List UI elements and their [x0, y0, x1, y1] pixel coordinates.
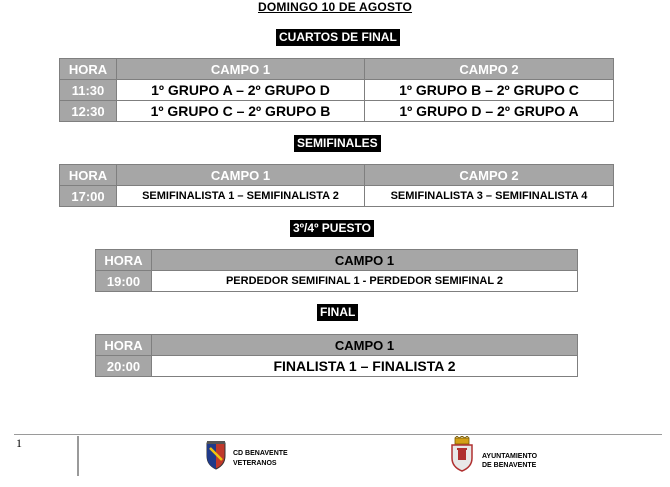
header-campo-1: CAMPO 1 [117, 165, 365, 186]
section-label-cuartos: CUARTOS DE FINAL [276, 29, 400, 46]
table-header-row [60, 165, 614, 186]
city-logo-text-2: DE BENAVENTE [482, 462, 537, 469]
club-logo-text-2: VETERANOS [233, 460, 277, 467]
city-logo-text-1: AYUNTAMIENTO [482, 453, 538, 460]
cell-match-campo-2: 1º GRUPO D – 2º GRUPO A [365, 101, 614, 122]
table-cuartos [59, 58, 614, 122]
header-hora: HORA [96, 250, 152, 271]
club-logo [205, 440, 227, 475]
cell-match-campo-1: PERDEDOR SEMIFINAL 1 - PERDEDOR SEMIFINAL 2 [152, 271, 578, 292]
table-header-row [60, 59, 614, 80]
table-row [60, 186, 614, 207]
table-semifinales [59, 164, 614, 207]
header-hora: HORA [60, 59, 117, 80]
club-logo-text-1: CD BENAVENTE [233, 450, 288, 457]
table-header-row [96, 250, 578, 271]
table-row [60, 80, 614, 101]
club-shield-icon [205, 440, 227, 470]
table-header-row [96, 335, 578, 356]
page-number: 1 [16, 436, 22, 450]
footer-divider [14, 434, 662, 435]
cell-hora: 17:00 [60, 186, 117, 207]
header-hora: HORA [60, 165, 117, 186]
table-final [95, 334, 578, 377]
header-campo-1: CAMPO 1 [152, 335, 578, 356]
section-label-semifinales: SEMIFINALES [294, 135, 381, 152]
table-row [96, 356, 578, 377]
header-campo-2: CAMPO 2 [365, 59, 614, 80]
cell-hora: 19:00 [96, 271, 152, 292]
footer-margin-line [77, 436, 79, 476]
cell-match-campo-1: 1º GRUPO C – 2º GRUPO B [117, 101, 365, 122]
section-label-final: FINAL [317, 304, 358, 321]
cell-match-campo-1: FINALISTA 1 – FINALISTA 2 [152, 356, 578, 377]
header-campo-2: CAMPO 2 [365, 165, 614, 186]
table-row [60, 101, 614, 122]
cell-match-campo-1: SEMIFINALISTA 1 – SEMIFINALISTA 2 [117, 186, 365, 207]
table-tercer-puesto [95, 249, 578, 292]
cell-match-campo-1: 1º GRUPO A – 2º GRUPO D [117, 80, 365, 101]
cell-hora: 11:30 [60, 80, 117, 101]
city-coat-of-arms-icon [449, 436, 475, 472]
header-campo-1: CAMPO 1 [117, 59, 365, 80]
cell-hora: 20:00 [96, 356, 152, 377]
table-row [96, 271, 578, 292]
city-logo [449, 436, 475, 477]
header-campo-1: CAMPO 1 [152, 250, 578, 271]
header-hora: HORA [96, 335, 152, 356]
page-title: DOMINGO 10 DE AGOSTO [257, 0, 413, 14]
cell-match-campo-2: 1º GRUPO B – 2º GRUPO C [365, 80, 614, 101]
section-label-tercer-puesto: 3º/4º PUESTO [290, 220, 374, 237]
cell-hora: 12:30 [60, 101, 117, 122]
cell-match-campo-2: SEMIFINALISTA 3 – SEMIFINALISTA 4 [365, 186, 614, 207]
